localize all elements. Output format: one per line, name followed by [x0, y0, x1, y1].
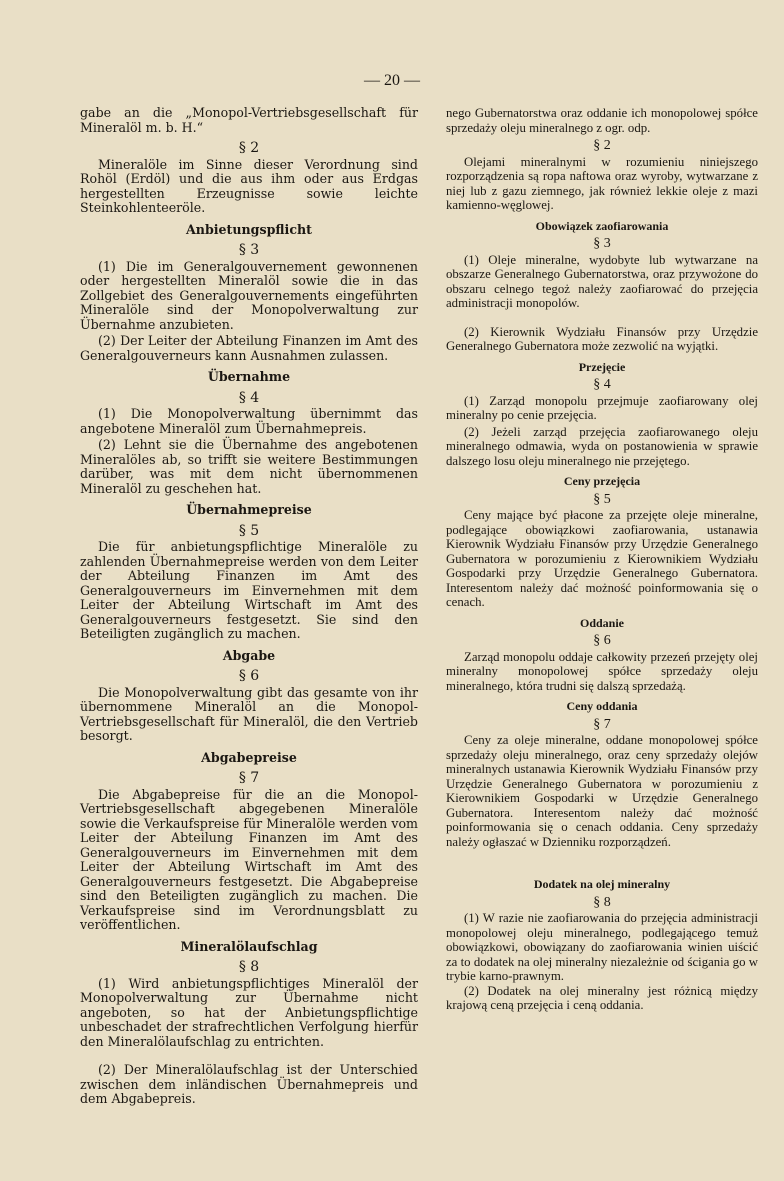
polish-intro: nego Gubernatorstwa oraz oddanie ich monopolowej spółce sprzedaży oleju mineralnego z ogr. odp.: [446, 106, 758, 135]
german-section-3-para-2: (2) Der Leiter der Abteilung Finanzen im Amt des Generalgouverneurs kann Ausnahmen zulassen.: [80, 333, 418, 363]
polish-section-5-text: Ceny mające być płacone za przejęte oleje mineralne, podlegające obowiązkowi zaofiarowania, ustanawia Kierownik Wydziału Finansów przy Urzędzie Generalnego Gubernatora w porozumieniu z Kierownikiem Wydziału Gospodarki przy Urzędzie Generalnego Gubernatora. Interesentom należy dać możność poinformowania się o cenach.: [446, 508, 758, 609]
polish-section-8-para-2: (2) Dodatek na olej mineralny jest różnicą między krajową ceną przejęcia i ceną oddania.: [446, 983, 758, 1012]
german-section-3-para-1: (1) Die im Generalgouvernement gewonnenen oder hergestellten Mineralöl sowie die in das Zollgebiet des Generalgouvernements eingeführten Mineralöle sind der Monopolverwaltung zur Übernahme anzubieten.: [80, 258, 418, 332]
polish-section-7-number: § 7: [593, 716, 611, 732]
german-section-5-heading: Übernahmepreise: [186, 502, 312, 517]
german-section-6-text: Die Monopolverwaltung gibt das gesamte von ihr übernommene Mineralöl an die Monopol-Vertriebsgesellschaft für Mineralöl, die den Vertrieb besorgt.: [80, 684, 418, 743]
polish-column: [446, 106, 758, 1013]
polish-section-8-para-1: (1) W razie nie zaofiarowania do przejęcia administracji monopolowej oleju mineralnego, podlegającego temuż obowiązkowi, obowiązany do zaofiarowania winien uiścić za to dodatek na olej mineralny niezależnie od ścigania go w trybie karno-prawnym.: [446, 911, 758, 983]
polish-section-6-text: Zarząd monopolu oddaje całkowity przezeń przejęty olej mineralny monopolowej spółce sprzedaży oleju mineralnego, która trudni się dalszą sprzedażą.: [446, 649, 758, 693]
polish-section-7-text: Ceny za oleje mineralne, oddane monopolowej spółce sprzedaży oleju mineralnego, oraz ceny sprzedaży olejów mineralnych ustanawia Kierownik Wydziału Finansów przy Urzędzie Generalnego Gubernatora w porozumieniu z Kierownikiem Gospodarki w Urzędzie Generalnego Gubernatora. Interesentom należy dać możność poinformowania się o cenach oddania. Ceny sprzedaży należy ogłaszać w Dzienniku rozporządzeń.: [446, 733, 758, 849]
polish-section-4-number: § 4: [593, 377, 611, 392]
german-section-4-number: § 4: [238, 389, 260, 406]
german-section-2-number: § 2: [238, 140, 260, 156]
german-section-7-text: Die Abgabepreise für die an die Monopol-Vertriebsgesellschaft abgegebenen Mineralöle sowie die Verkaufspreise für Mineralöle werden vom Leiter der Abteilung Finanzen im Amt des Generalgouverneurs im Einvernehmen mit dem Leiter der Abteilung Wirtschaft im Amt des Generalgouverneurs festgesetzt. Die Abgabepreise sind den Beteiligten zugänglich zu machen. Die Verkaufspreise sind im Verordnungsblatt zu veröffentlichen.: [80, 786, 418, 932]
polish-section-3-number: § 3: [593, 236, 611, 251]
german-section-2-text: Mineralöle im Sinne dieser Verordnung sind Rohöl (Erdöl) und die aus ihm oder aus Erdgas hergestellten Erzeugnisse sowie leichte Steinkohlenteeröle.: [80, 156, 418, 215]
polish-section-3-heading: Obowiązek zaofiarowania: [535, 218, 669, 233]
page-number: — 20 —: [364, 72, 420, 89]
german-section-5-number: § 5: [238, 522, 260, 539]
german-column: [80, 106, 418, 1107]
german-section-8-heading: Mineralölaufschlag: [180, 938, 318, 954]
german-section-4-para-2: (2) Lehnt sie die Übernahme des angebotenen Mineralöles ab, so trifft sie weitere Bestimmungen darüber, was mit dem nicht übernommenen Mineralöl zu geschehen hat.: [80, 437, 418, 496]
polish-section-3-para-2: (2) Kierownik Wydziału Finansów przy Urzędzie Generalnego Gubernatora może zezwolić na wyjątki.: [446, 324, 758, 353]
german-section-8-para-2: (2) Der Mineralölaufschlag ist der Unterschied zwischen dem inländischen Übernahmepreis und dem Abgabepreis.: [80, 1062, 418, 1106]
polish-section-8-number: § 8: [593, 894, 611, 910]
polish-section-3-para-1: (1) Oleje mineralne, wydobyte lub wytwarzane na obszarze Generalnego Gubernatorstwa, oraz przywożone do obszaru celnego tegoż należy zaofiarować do przejęcia administracji monopolów.: [446, 252, 758, 310]
german-intro: gabe an die „Monopol-Vertriebsgesellschaft für Mineralöl m. b. H.“: [80, 105, 418, 135]
german-section-6-number: § 6: [238, 668, 260, 684]
german-section-7-number: § 7: [238, 770, 260, 786]
german-section-4-para-1: (1) Die Monopolverwaltung übernimmt das angebotene Mineralöl zum Übernahmepreis.: [80, 406, 418, 436]
german-section-8-number: § 8: [238, 959, 260, 975]
german-section-4-heading: Übernahme: [207, 369, 291, 384]
polish-section-4-para-1: (1) Zarząd monopolu przejmuje zaofiarowany olej mineralny po cenie przejęcia.: [446, 393, 758, 422]
polish-section-7-heading: Ceny oddania: [566, 699, 638, 713]
polish-section-4-para-2: (2) Jeżeli zarząd przejęcia zaofiarowanego oleju mineralnego odmawia, wyda on postanowienia w sprawie dalszego losu oleju mineralnego nie przejętego.: [446, 424, 758, 468]
polish-section-2-text: Olejami mineralnymi w rozumieniu niniejszego rozporządzenia są ropa naftowa oraz wyroby, wytwarzane z niej lub z gazu ziemnego, jak również lekkie oleje z mazi kamienno-węglowej.: [446, 154, 758, 212]
german-section-3-number: § 3: [238, 242, 260, 258]
polish-section-6-heading: Oddanie: [579, 615, 624, 630]
german-section-3-heading: Anbietungspflicht: [186, 221, 312, 237]
german-section-6-heading: Abgabe: [222, 647, 276, 663]
polish-section-5-heading: Ceny przejęcia: [563, 474, 641, 488]
polish-section-5-number: § 5: [593, 491, 611, 507]
german-section-7-heading: Abgabepreise: [201, 749, 297, 765]
german-section-5-text: Die für anbietungspflichtige Mineralöle zu zahlenden Übernahmepreise werden von dem Leiter der Abteilung Finanzen im Amt des Generalgouverneurs im Einvernehmen mit dem Leiter der Abteilung Wirtschaft im Amt des Generalgouverneurs festgesetzt. Sie sind den Beteiligten zugänglich zu machen.: [80, 539, 418, 641]
polish-section-2-number: § 2: [593, 138, 611, 153]
german-section-8-para-1: (1) Wird anbietungspflichtiges Mineralöl der Monopolverwaltung zur Übernahme nicht angeboten, so hat der Anbietungspflichtige unbeschadet der strafrechtlichen Verfolgung hierfür den Mineralölaufschlag zu entrichten.: [80, 975, 418, 1049]
polish-section-4-heading: Przejęcie: [578, 359, 626, 374]
polish-section-8-heading: Dodatek na olej mineralny: [533, 877, 671, 891]
polish-section-6-number: § 6: [593, 633, 611, 648]
